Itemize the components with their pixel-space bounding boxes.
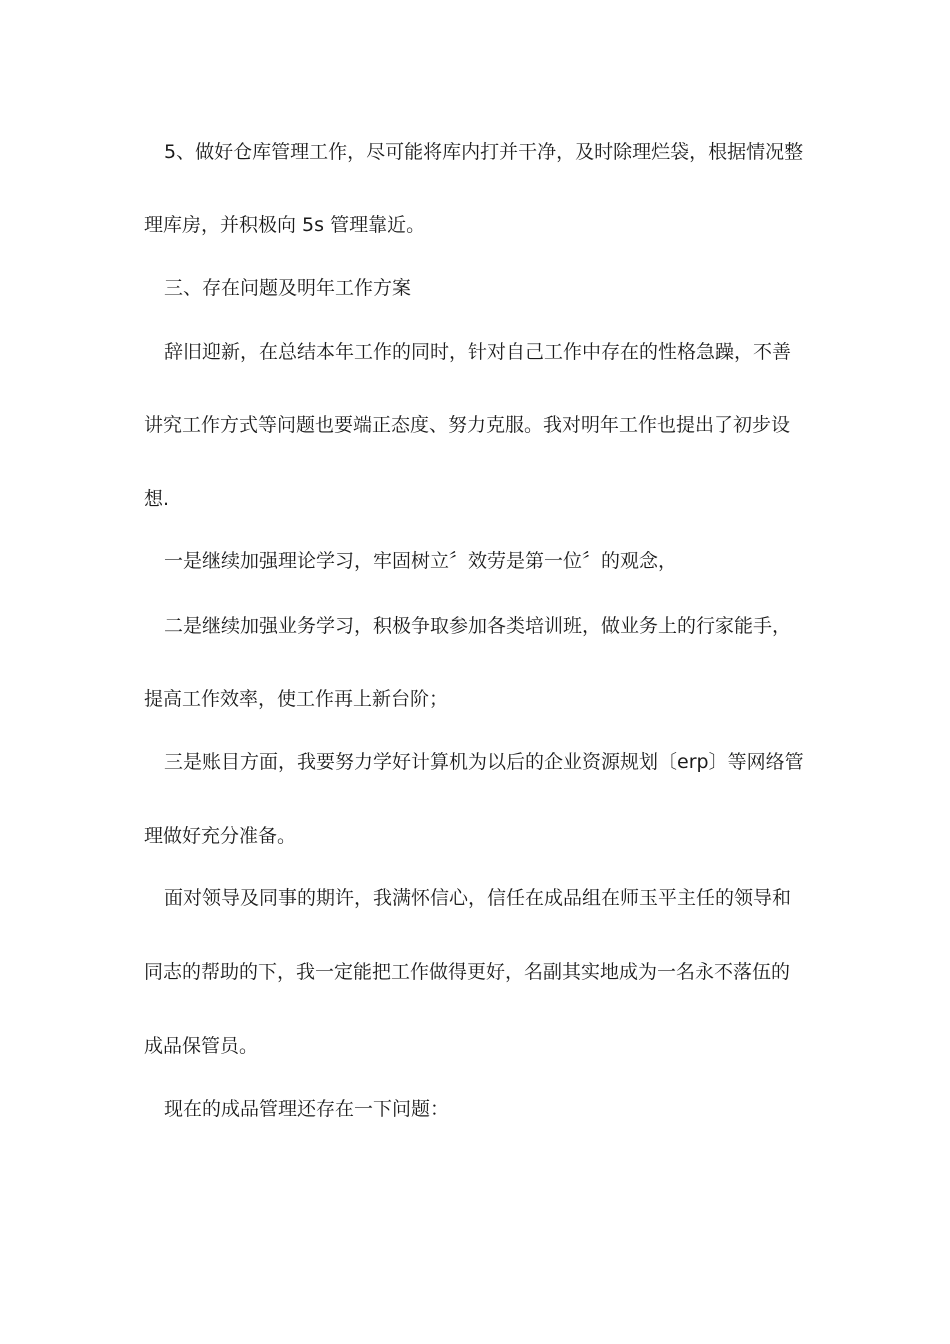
section-heading-problems-plan: 三、存在问题及明年工作方案	[164, 277, 412, 299]
paragraph-warehouse-management-cont: 理库房，并积极向 5s 管理靠近。	[144, 214, 426, 236]
list-item-business-study: 二是继续加强业务学习，积极争取参加各类培训班，做业务上的行家能手，	[164, 615, 792, 637]
paragraph-new-year-cont-2: 想.	[144, 488, 170, 510]
paragraph-current-problems: 现在的成品管理还存在一下问题：	[164, 1098, 450, 1120]
list-item-business-study-cont: 提高工作效率，使工作再上新台阶；	[144, 688, 449, 710]
list-item-theory-study: 一是继续加强理论学习，牢固树立〞效劳是第一位〞的观念，	[164, 550, 678, 572]
paragraph-confidence: 面对领导及同事的期许，我满怀信心，信任在成品组在师玉平主任的领导和	[164, 887, 792, 909]
list-item-accounts: 三是账目方面，我要努力学好计算机为以后的企业资源规划〔erp〕等网络管	[164, 751, 804, 773]
paragraph-new-year-cont-1: 讲究工作方式等问题也要端正态度、努力克服。我对明年工作也提出了初步设	[144, 414, 791, 436]
paragraph-new-year: 辞旧迎新，在总结本年工作的同时，针对自己工作中存在的性格急躁，不善	[164, 341, 792, 363]
paragraph-confidence-cont-2: 成品保管员。	[144, 1035, 259, 1057]
list-item-accounts-cont: 理做好充分准备。	[144, 825, 297, 847]
paragraph-confidence-cont-1: 同志的帮助的下，我一定能把工作做得更好，名副其实地成为一名永不落伍的	[144, 961, 791, 983]
paragraph-warehouse-management: 5、做好仓库管理工作，尽可能将库内打并干净，及时除理烂袋，根据情况整	[164, 141, 804, 163]
